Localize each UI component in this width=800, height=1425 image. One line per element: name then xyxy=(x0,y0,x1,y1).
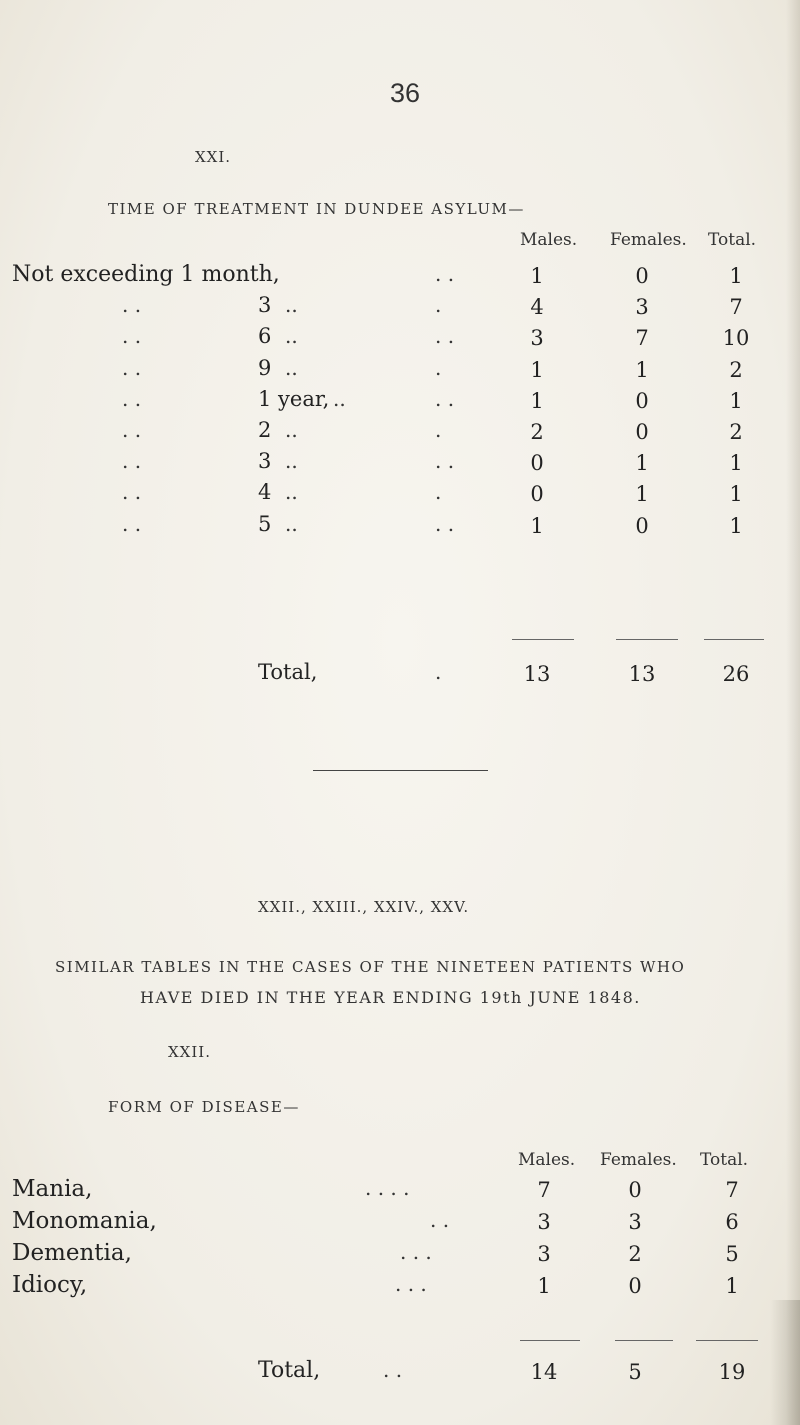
xxii-row-label: Monomania, xyxy=(12,1208,157,1234)
xxi-row-males: 1 xyxy=(530,264,544,288)
xxi-row-total: 10 xyxy=(722,326,750,350)
xxii-row-dots: . . . xyxy=(395,1272,427,1296)
xxi-row-dots: . . xyxy=(435,324,455,348)
xxi-row-males: 1 xyxy=(530,389,544,413)
xxii-total-label: Total, xyxy=(258,1358,321,1383)
xxi-row-ditto: .. xyxy=(285,293,298,317)
xxii-row-males: 1 xyxy=(537,1274,551,1298)
xxi-row-ditto-prefix: . . xyxy=(122,293,142,317)
xxi-row-dots: . . xyxy=(435,387,455,411)
xxi-total-rule-total xyxy=(704,639,764,640)
xxi-row-dots: . xyxy=(435,293,442,317)
xxi-row-label: 5 xyxy=(258,512,272,536)
xxi-row-females: 0 xyxy=(635,514,649,538)
xxii-row-males: 7 xyxy=(537,1178,551,1202)
section-xxii-numeral: XXII. xyxy=(168,1043,211,1061)
xxi-total-rule-males xyxy=(512,639,574,640)
xxii-row-females: 3 xyxy=(628,1210,642,1234)
xxi-row-dots: . xyxy=(435,356,442,380)
xxi-row-dots: . . xyxy=(435,262,455,286)
xxi-row-ditto-prefix: . . xyxy=(122,324,142,348)
xxii-col-males: Males. xyxy=(518,1150,576,1170)
section-xxii-heading: FORM OF DISEASE— xyxy=(108,1098,300,1116)
xxii-row-total: 1 xyxy=(725,1274,739,1298)
xxi-row-label: 2 xyxy=(258,418,272,442)
xxi-row-label: 6 xyxy=(258,324,272,348)
xxi-row-ditto-prefix: . . xyxy=(122,356,142,380)
xxi-total-label: Total, xyxy=(258,660,318,684)
xxi-row-dots: . xyxy=(435,480,442,504)
xxii-row-males: 3 xyxy=(537,1210,551,1234)
page-edge-shadow xyxy=(786,0,800,1425)
xxi-row-label: 4 xyxy=(258,480,272,504)
xxii-row-females: 2 xyxy=(628,1242,642,1266)
page-number: 36 xyxy=(390,78,421,108)
xxi-row-ditto-prefix: . . xyxy=(122,480,142,504)
xxi-row-label: 9 xyxy=(258,356,272,380)
xxi-row-dots: . xyxy=(435,418,442,442)
xxi-row-females: 0 xyxy=(635,264,649,288)
xxi-row-ditto-prefix: . . xyxy=(122,449,142,473)
xxii-row-total: 6 xyxy=(725,1210,739,1234)
xxi-total-total: 26 xyxy=(722,662,750,686)
xxii-row-label: Idiocy, xyxy=(12,1272,88,1298)
xxi-row-total: 2 xyxy=(729,420,743,444)
xxi-row-females: 1 xyxy=(635,358,649,382)
xxi-row-total: 2 xyxy=(729,358,743,382)
xxi-row-ditto: .. xyxy=(285,324,298,348)
xxi-row-ditto: .. xyxy=(285,512,298,536)
group-heading-line1: SIMILAR TABLES IN THE CASES OF THE NINETEEN PATIENTS WHO xyxy=(55,958,686,976)
xxii-row-dots: . . . . xyxy=(365,1176,410,1200)
xxi-row-females: 3 xyxy=(635,295,649,319)
xxi-row-males: 2 xyxy=(530,420,544,444)
xxi-total-dots: . xyxy=(435,660,442,684)
xxii-row-dots: . . . xyxy=(400,1240,432,1264)
section-xxi-heading: TIME OF TREATMENT IN DUNDEE ASYLUM— xyxy=(108,200,525,218)
xxi-row-label: Not exceeding 1 month, xyxy=(12,262,280,287)
xxii-row-label: Mania, xyxy=(12,1176,93,1202)
xxi-row-ditto: .. xyxy=(285,356,298,380)
xxi-total-females: 13 xyxy=(628,662,656,686)
xxii-col-total: Total. xyxy=(700,1150,749,1170)
xxi-row-dots: . . xyxy=(435,449,455,473)
xxi-row-females: 7 xyxy=(635,326,649,350)
xxii-total-females: 5 xyxy=(628,1360,642,1384)
xxi-row-males: 0 xyxy=(530,482,544,506)
xxi-row-ditto-prefix: . . xyxy=(122,387,142,411)
xxi-row-females: 1 xyxy=(635,451,649,475)
xxii-row-females: 0 xyxy=(628,1178,642,1202)
xxi-row-females: 0 xyxy=(635,389,649,413)
xxi-row-total: 7 xyxy=(729,295,743,319)
xxi-row-ditto: .. xyxy=(333,387,346,411)
xxi-row-label: 3 xyxy=(258,449,272,473)
xxii-row-total: 5 xyxy=(725,1242,739,1266)
xxi-col-total: Total. xyxy=(708,230,757,250)
group-heading-line2: HAVE DIED IN THE YEAR ENDING 19th JUNE 1848. xyxy=(140,988,641,1007)
xxi-col-females: Females. xyxy=(610,230,687,250)
xxi-row-dots: . . xyxy=(435,512,455,536)
xxii-total-males: 14 xyxy=(530,1360,558,1384)
section-divider xyxy=(313,770,488,771)
xxi-row-males: 0 xyxy=(530,451,544,475)
xxi-row-males: 1 xyxy=(530,358,544,382)
page-edge-wear xyxy=(770,1300,800,1425)
xxi-row-total: 1 xyxy=(729,451,743,475)
xxi-row-males: 4 xyxy=(530,295,544,319)
xxii-total-rule-males xyxy=(520,1340,580,1341)
xxi-total-males: 13 xyxy=(523,662,551,686)
xxi-row-total: 1 xyxy=(729,482,743,506)
xxi-row-label: 1 year, xyxy=(258,387,330,411)
xxi-row-males: 3 xyxy=(530,326,544,350)
xxii-total-total: 19 xyxy=(718,1360,746,1384)
xxii-row-males: 3 xyxy=(537,1242,551,1266)
group-numerals: XXII., XXIII., XXIV., XXV. xyxy=(258,898,470,916)
section-xxi-numeral: XXI. xyxy=(195,148,232,166)
xxi-col-males: Males. xyxy=(520,230,578,250)
xxi-row-label: 3 xyxy=(258,293,272,317)
xxi-row-females: 1 xyxy=(635,482,649,506)
xxi-row-females: 0 xyxy=(635,420,649,444)
xxii-row-total: 7 xyxy=(725,1178,739,1202)
xxii-row-label: Dementia, xyxy=(12,1240,132,1266)
xxi-row-total: 1 xyxy=(729,514,743,538)
xxi-row-ditto: .. xyxy=(285,449,298,473)
xxi-row-ditto-prefix: . . xyxy=(122,418,142,442)
xxi-row-ditto-prefix: . . xyxy=(122,512,142,536)
xxi-row-males: 1 xyxy=(530,514,544,538)
xxi-row-total: 1 xyxy=(729,264,743,288)
xxii-total-dots: . . xyxy=(383,1358,403,1382)
xxi-row-ditto: .. xyxy=(285,480,298,504)
xxii-col-females: Females. xyxy=(600,1150,677,1170)
xxi-row-total: 1 xyxy=(729,389,743,413)
xxii-total-rule-females xyxy=(615,1340,673,1341)
xxii-row-females: 0 xyxy=(628,1274,642,1298)
xxii-row-dots: . . xyxy=(430,1208,450,1232)
xxii-total-rule-total xyxy=(696,1340,758,1341)
xxi-total-rule-females xyxy=(616,639,678,640)
xxi-row-ditto: .. xyxy=(285,418,298,442)
